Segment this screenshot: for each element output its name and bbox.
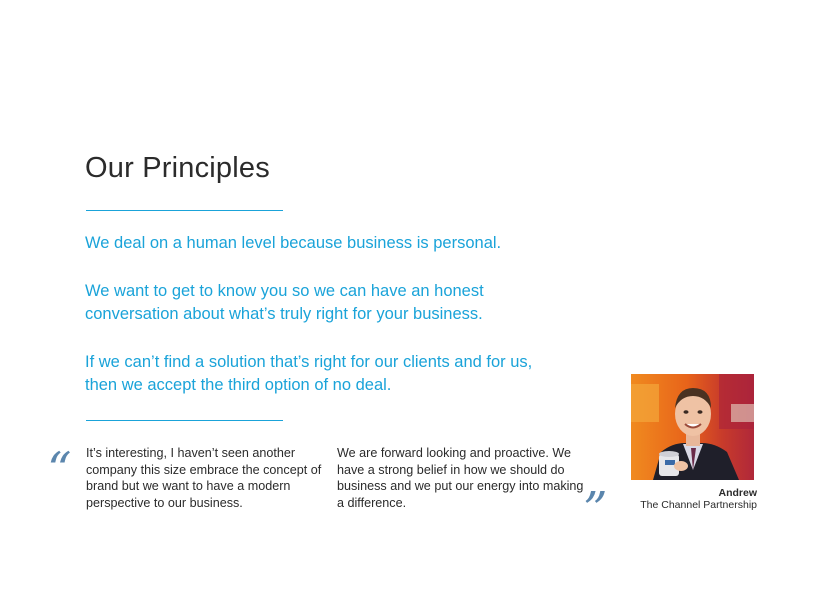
principle-item: If we can’t find a solution that’s right for our clients and for us, then we accept the third option of no deal. [85,352,533,394]
principle-item: We deal on a human level because business is personal. [85,234,502,252]
close-quote-icon: ” [583,482,608,538]
page-title: Our Principles [85,152,270,184]
open-quote-icon: “ [47,442,72,498]
person-company: The Channel Partnership [640,499,757,511]
principles-list [85,232,565,422]
divider-bottom [86,420,283,421]
testimonial-quote-part-2: We are forward looking and proactive. We have a strong belief in how we should do business and we put our energy into making a difference. [337,446,584,510]
person-name: Andrew [718,487,757,499]
portrait-photo [631,374,754,480]
divider-top [86,210,283,211]
principle-item: We want to get to know you so we can have an honest conversation about what’s truly right for your business. [85,281,484,323]
testimonial-quote-part-1: It’s interesting, I haven’t seen another company this size embrace the concept of brand but we want to have a modern perspective to our business. [86,446,322,510]
